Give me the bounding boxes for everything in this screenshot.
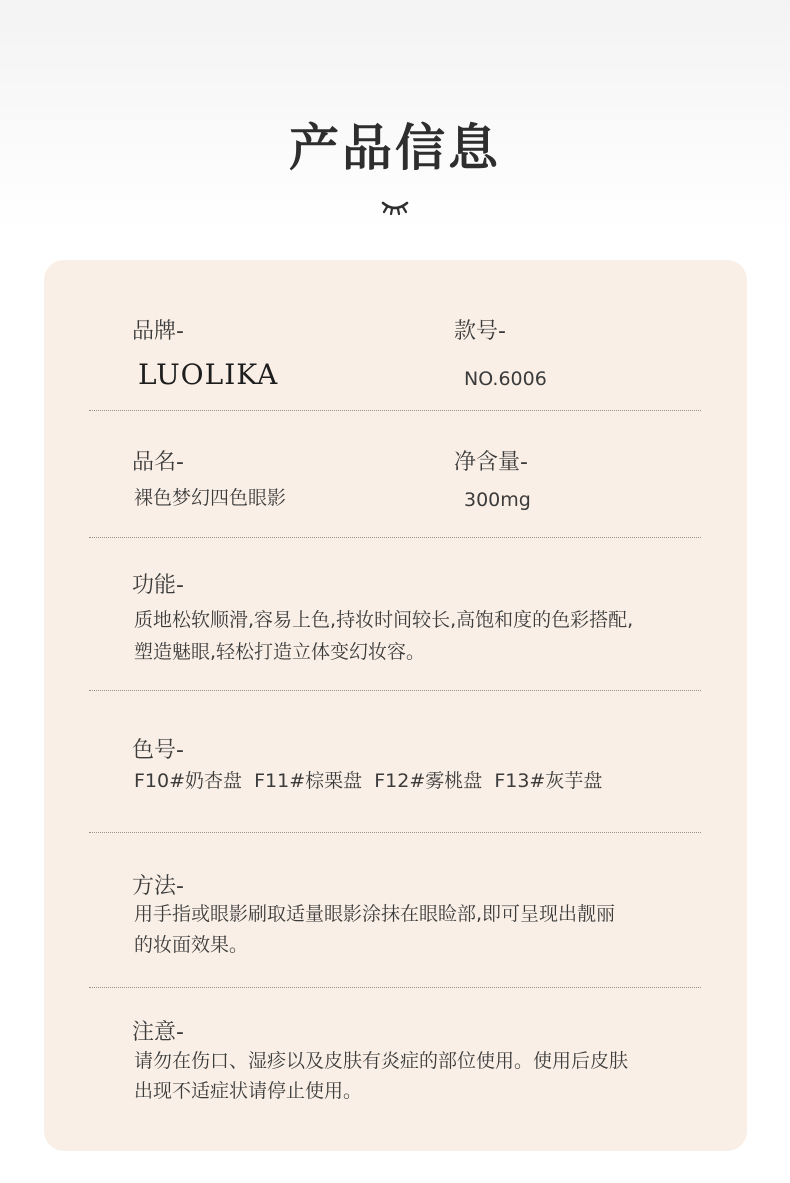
product-info-card bbox=[44, 260, 747, 1151]
divider bbox=[89, 832, 701, 833]
method-label: 方法- bbox=[132, 874, 184, 899]
divider bbox=[89, 410, 701, 411]
caution-line: 请勿在伤口、湿疹以及皮肤有炎症的部位使用。使用后皮肤 bbox=[134, 1050, 629, 1072]
model-value: NO.6006 bbox=[464, 368, 547, 390]
divider bbox=[89, 690, 701, 691]
product-name-label: 品名- bbox=[132, 450, 184, 475]
closed-eye-lashes-icon bbox=[379, 198, 411, 218]
divider bbox=[89, 987, 701, 988]
caution-label: 注意- bbox=[132, 1020, 184, 1045]
page-title: 产品信息 bbox=[289, 119, 501, 177]
method-line: 用手指或眼影刷取适量眼影涂抹在眼睑部,即可呈现出靓丽 bbox=[134, 903, 616, 925]
function-line: 塑造魅眼,轻松打造立体变幻妆容。 bbox=[134, 641, 426, 663]
brand-logo: LUOLIKA bbox=[138, 358, 279, 391]
model-label: 款号- bbox=[454, 319, 506, 344]
divider bbox=[89, 537, 701, 538]
net-weight-value: 300mg bbox=[464, 489, 531, 511]
shades-value: F10#奶杏盘 F11#棕栗盘 F12#雾桃盘 F13#灰芋盘 bbox=[134, 770, 603, 792]
caution-line: 出现不适症状请停止使用。 bbox=[134, 1080, 363, 1102]
method-line: 的妆面效果。 bbox=[134, 934, 249, 956]
net-weight-label: 净含量- bbox=[454, 450, 528, 475]
function-line: 质地松软顺滑,容易上色,持妆时间较长,高饱和度的色彩搭配, bbox=[134, 609, 634, 631]
function-label: 功能- bbox=[132, 573, 184, 598]
product-name-value: 裸色梦幻四色眼影 bbox=[134, 487, 287, 509]
brand-label: 品牌- bbox=[132, 319, 184, 344]
shades-label: 色号- bbox=[132, 738, 184, 763]
